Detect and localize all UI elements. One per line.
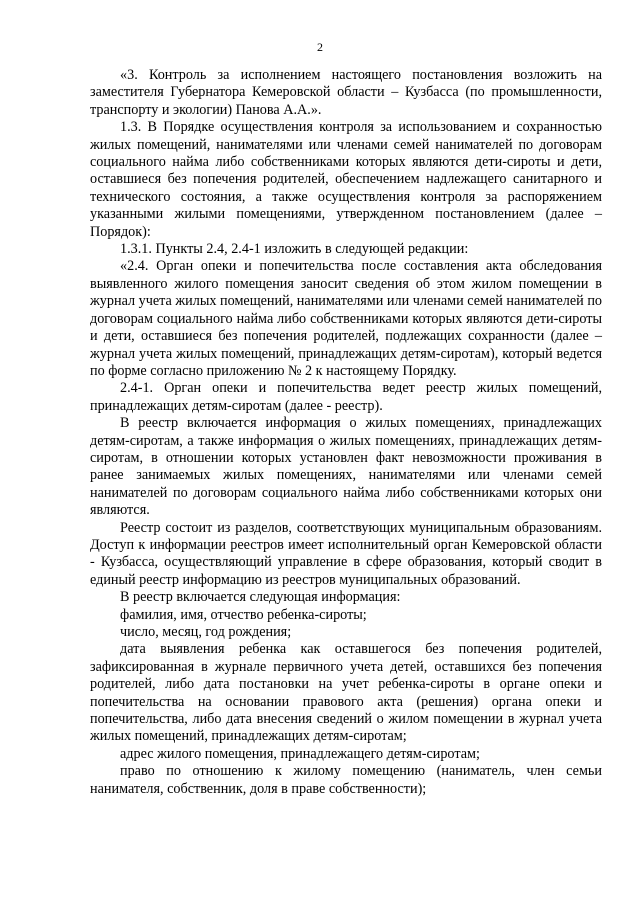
list-item-address: адрес жилого помещения, принадлежащего детям-сиротам; [120,745,480,762]
paragraph-registry-includes: В реестр включается информация о жилых помещениях, принадлежащих детям-сиротам, а также информация о жилых помещениях, принадлежащих детям-сиротам, в отношении которых установлен факт невозможности проживания в ранее занимаемых жилых помещениях, нанимателями или членами семей нанимателей по договорам социального найма либо собственниками которых они являются. [90,415,602,519]
list-item-right-to-premises: право по отношению к жилому помещению (наниматель, член семьи нанимателя, собственник, доля в праве собственности); [90,763,602,797]
paragraph-registry-sections: Реестр состоит из разделов, соответствующих муниципальным образованиям. Доступ к информации реестров имеет исполнительный орган Кемеровской области - Кузбасса, осуществляющий управление в сфере образования, который сводит в единый реестр информацию из реестров муниципальных образований. [90,519,602,588]
document-body [90,67,602,798]
list-item-birth-date: число, месяц, год рождения; [120,624,292,640]
paragraph-control-clause: «3. Контроль за исполнением настоящего постановления возложить на заместителя Губернатора Кемеровской области – Кузбасса (по промышленности, транспорту и экологии) Панова А.А.». [90,67,602,118]
paragraph-2-4: «2.4. Орган опеки и попечительства после составления акта обследования выявленного жилого помещения заносит сведения об этом жилом помещении в журнал учета жилых помещений, нанимателями или членами семей нанимателей по договорам социального найма либо собственниками которых являются дети-сироты и дети, оставшиеся без попечения родителей, подлежащих сохранности (далее – журнал учета жилых помещений, принадлежащих детям-сиротам), который ведется по форме согласно приложению № 2 к настоящему Порядку. [90,258,603,379]
paragraph-2-4-1: 2.4-1. Орган опеки и попечительства ведет реестр жилых помещений, принадлежащих детям-сиротам (далее - реестр). [90,380,602,414]
list-item-identification-date: дата выявления ребенка как оставшегося без попечения родителей, зафиксированная в журнале первичного учета детей, оставшихся без попечения родителей, либо дата постановки на учет ребенка-сироты в органе опеки и попечительства на основании правового акта (решения) органа опеки и попечительства, либо дата внесения сведений о жилом помещении в журнал учета жилых помещений, принадлежащих детям-сиротам; [90,641,602,745]
paragraph-1-3-1: 1.3.1. Пункты 2.4, 2.4-1 изложить в следующей редакции: [120,241,469,258]
page-number: 2 [317,40,323,54]
paragraph-registry-info-intro: В реестр включается следующая информация: [120,589,401,606]
paragraph-1-3: 1.3. В Порядке осуществления контроля за использованием и сохранностью жилых помещений, нанимателями или членами семей нанимателей по договорам социального найма либо собственниками которых являются дети-сироты и дети, оставшиеся без попечения родителей, обеспечением надлежащего санитарного и технического состояния, а также осуществления контроля за распоряжением указанными жилыми помещениями, утвержденном постановлением (далее – Порядок): [90,119,602,240]
list-item-full-name: фамилия, имя, отчество ребенка-сироты; [120,606,367,623]
